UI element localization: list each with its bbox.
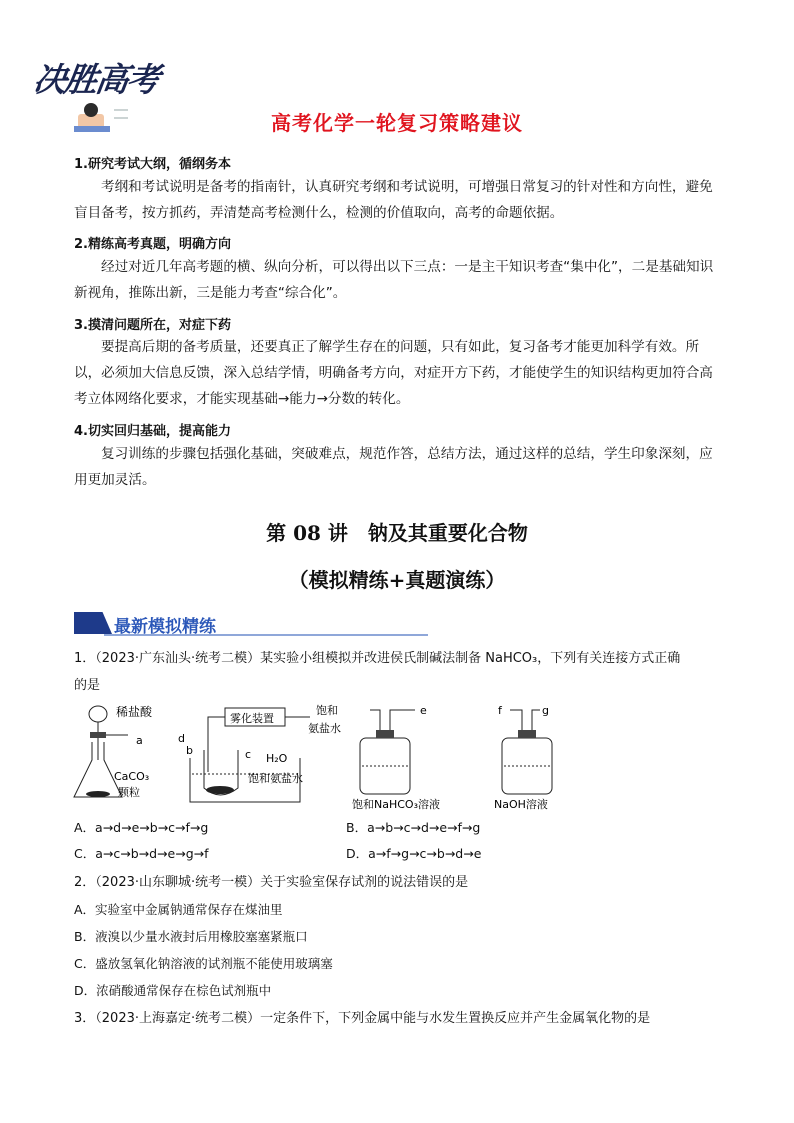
section-body-1: 考纲和考试说明是备考的指南针，认真研究考纲和考试说明，可增强日常复习的针对性和方向性，避免盲目备考，按方抓药，弄清楚高考检测什么，检测的价值取向，高考的命题依据。: [74, 179, 713, 221]
section-banner: [74, 612, 428, 636]
saturated-label-2: 氨盐水: [308, 722, 341, 735]
lecture-title: 第 08 讲 钠及其重要化合物: [266, 521, 528, 545]
solid-label-2: 颗粒: [118, 786, 140, 799]
lecture-subtitle: （模拟精练+真题演练）: [288, 568, 506, 592]
mist-apparatus: [186, 703, 341, 802]
q2-option-a[interactable]: A．实验室中金属钠通常保存在煤油里: [74, 902, 283, 917]
q1-stem-line2: 的是: [74, 678, 101, 693]
banner-bar-icon: [74, 612, 112, 634]
port-c-label: c: [245, 748, 252, 761]
port-f-label: f: [498, 704, 502, 717]
section-heading-4: 4.切实回归基础，提高能力: [74, 424, 231, 439]
water-label: H₂O: [266, 752, 288, 765]
section-heading-2: 2.精练高考真题，明确方向: [74, 237, 231, 252]
flask-apparatus: [74, 704, 153, 799]
brine-label: 饱和氨盐水: [248, 772, 303, 785]
q1-option-b[interactable]: B．a→b→c→d→e→f→g: [346, 820, 481, 835]
bottle2-label: NaOH溶液: [494, 798, 548, 811]
section-heading-3: 3.摸清问题所在，对症下药: [74, 318, 231, 333]
section-body-2: 经过对近几年高考题的横、纵向分析，可以得出以下三点：一是主干知识考查“集中化”，二是基础知识新视角，推陈出新，三是能力考查“综合化”。: [74, 259, 714, 301]
document-title: 高考化学一轮复习策略建议: [271, 111, 523, 135]
port-a-label: a: [136, 734, 143, 747]
section-body-3: 要提高后期的备考质量，还要真正了解学生存在的问题，只有如此，复习备考才能更加科学有效。所以，必须加大信息反馈，深入总结学情，明确备考方向，对症开方下药，才能使学生的知识结构更加符合高考立体网络化要求，才能实现基础→能力→分数的转化。: [74, 339, 713, 407]
port-g-label: g: [542, 704, 549, 717]
q2-option-c[interactable]: C．盛放氢氧化钠溶液的试剂瓶不能使用玻璃塞: [74, 956, 333, 971]
q1-option-d[interactable]: D．a→f→g→c→b→d→e: [346, 846, 482, 861]
q2-stem: 2．（2023·山东聊城·统考一模）关于实验室保存试剂的说法错误的是: [74, 875, 469, 890]
port-e-label: e: [420, 704, 427, 717]
banner-text: 最新模拟精练: [114, 617, 216, 637]
port-d-label: d: [178, 732, 185, 745]
section-body-4: 复习训练的步骤包括强化基础，突破难点，规范作答，总结方法，通过这样的总结，学生印象深刻，应用更加灵活。: [74, 446, 713, 488]
solid-label-1: CaCO₃: [114, 770, 150, 783]
port-b-label: b: [186, 744, 193, 757]
section-heading-1: 1.研究考试大纲，循纲务本: [74, 157, 231, 172]
q3-stem: 3．（2023·上海嘉定·统考二模）一定条件下，下列金属中能与水发生置换反应并产生金属氧化物的是: [74, 1011, 651, 1026]
wash-bottle-2: [494, 704, 552, 811]
q2-option-d[interactable]: D．浓硝酸通常保存在棕色试剂瓶中: [74, 983, 272, 998]
q1-option-a[interactable]: A．a→d→e→b→c→f→g: [74, 820, 209, 835]
q2-option-b[interactable]: B．液溴以少量水液封后用橡胶塞塞紧瓶口: [74, 929, 308, 944]
q1-option-c[interactable]: C．a→c→b→d→e→g→f: [74, 846, 209, 861]
mist-box-label: 雾化装置: [230, 712, 274, 725]
wash-bottle-1: [352, 704, 440, 811]
funnel-label: 稀盐酸: [116, 705, 153, 719]
saturated-label-1: 饱和: [316, 704, 338, 717]
logo-text: 决胜高考: [30, 60, 161, 99]
apparatus-diagram: [70, 702, 630, 812]
bottle1-label: 饱和NaHCO₃溶液: [352, 798, 440, 811]
q1-stem-line1: 1．（2023·广东汕头·统考二模）某实验小组模拟并改进侯氏制碱法制备 NaHCO₃，下列有关连接方式正确: [74, 651, 681, 666]
